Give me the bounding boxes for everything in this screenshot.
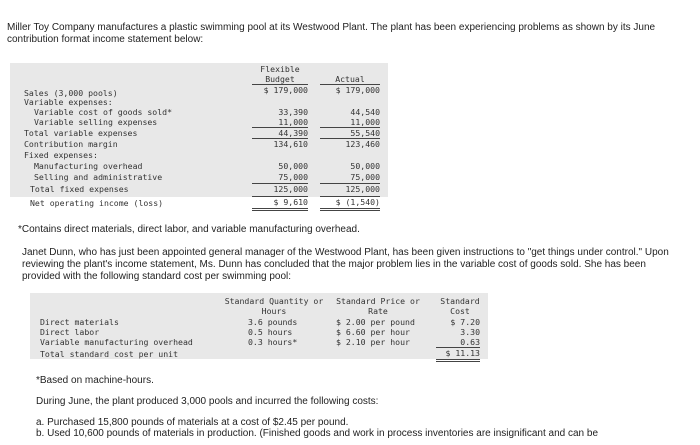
- row-fixed-expenses-label: Fixed expenses:: [24, 150, 98, 160]
- item-b-marker: b.: [36, 428, 45, 439]
- row-total-fixed-actual: 125,000: [320, 183, 380, 195]
- row-total-variable-actual: 55,540: [320, 127, 380, 139]
- paragraph-janet-dunn: Janet Dunn, who has just been appointed general manager of the Westwood Plant, has been given instructions to "get things under control." Upon reviewing the plant's income statement, Ms. Dunn has concluded that the major problem lies in the variable cost of goods sold. She has been provided with the following standard cost per swimming pool:: [22, 247, 669, 282]
- row-total-variable-budget: 44,390: [252, 127, 308, 139]
- row-contribution-margin-budget: 134,610: [252, 138, 308, 150]
- qty-header-l2: Hours: [261, 306, 287, 316]
- footnote-contains: *Contains direct materials, direct labor, and variable manufacturing overhead.: [18, 224, 360, 235]
- row-total-fixed-label: Total fixed expenses: [30, 184, 129, 194]
- row-noi-label: Net operating income (loss): [30, 198, 164, 208]
- row-selling-admin-budget: 75,000: [278, 172, 308, 182]
- row-vcogs-label: Variable cost of goods sold*: [34, 107, 173, 117]
- row-vselling-actual: 11,000: [350, 117, 380, 127]
- row-vmo-qty: 0.3 hours*: [248, 337, 298, 347]
- row-dm-label: Direct materials: [40, 317, 119, 327]
- row-vcogs-budget: 33,390: [278, 107, 308, 117]
- item-a-text: Purchased 15,800 pounds of materials at a cost of $2.45 per pound.: [47, 417, 349, 428]
- row-vmo-cost: 0.63: [460, 337, 480, 347]
- row-total-variable-label: Total variable expenses: [24, 128, 138, 138]
- row-dl-qty: 0.5 hours: [248, 327, 293, 337]
- price-header-l1: Standard Price or: [336, 296, 420, 306]
- actual-header: Actual: [335, 74, 365, 84]
- row-sales-actual: $ 179,000: [320, 84, 380, 96]
- price-header-l2: Rate: [368, 306, 388, 316]
- row-mfg-overhead-actual: 50,000: [350, 161, 380, 171]
- row-mfg-overhead-label: Manufacturing overhead: [34, 161, 143, 171]
- row-noi-actual: $ (1,540): [320, 196, 380, 211]
- item-b-text: Used 10,600 pounds of materials in production. (Finished goods and work in process inventories are insignificant and can be: [47, 428, 599, 439]
- qty-header-l1: Standard Quantity or: [224, 296, 324, 306]
- row-variable-expenses-label: Variable expenses:: [24, 97, 113, 107]
- row-mfg-overhead-budget: 50,000: [278, 161, 308, 171]
- row-noi-budget: $ 9,610: [252, 196, 308, 211]
- row-vmo-label: Variable manufacturing overhead: [40, 337, 193, 347]
- row-vselling-budget: 11,000: [278, 117, 308, 127]
- intro-paragraph: Miller Toy Company manufactures a plastic swimming pool at its Westwood Plant. The plant has been experiencing problems as shown by its June contribution format income statement below:: [7, 22, 656, 45]
- row-dm-cost: $ 7.20: [450, 317, 480, 327]
- item-a-marker: a.: [36, 417, 45, 428]
- row-dl-price: $ 6.60 per hour: [336, 327, 410, 337]
- footnote-machine-hours: *Based on machine-hours.: [36, 375, 154, 386]
- row-dm-price: $ 2.00 per pound: [336, 317, 415, 327]
- row-selling-admin-label: Selling and administrative: [34, 172, 163, 182]
- row-vcogs-actual: 44,540: [350, 107, 380, 117]
- item-b: [36, 428, 696, 440]
- row-contribution-margin-label: Contribution margin: [24, 139, 118, 149]
- row-sales-label: Sales (3,000 pools): [24, 88, 118, 98]
- row-total-fixed-budget: 125,000: [252, 183, 308, 195]
- row-contribution-margin-actual: 123,460: [320, 138, 380, 150]
- flexible-header-l1: Flexible: [260, 64, 300, 74]
- cost-header-l2: Cost: [450, 306, 470, 316]
- paragraph-june: During June, the plant produced 3,000 pools and incurred the following costs:: [36, 396, 379, 407]
- row-vmo-price: $ 2.10 per hour: [336, 337, 410, 347]
- row-selling-admin-actual: 75,000: [350, 172, 380, 182]
- row-total-std-label: Total standard cost per unit: [40, 349, 179, 359]
- flexible-header-l2: Budget: [265, 74, 295, 84]
- cost-header-l1: Standard: [440, 296, 480, 306]
- row-sales-budget: $ 179,000: [252, 84, 308, 96]
- row-dm-qty: 3.6 pounds: [248, 317, 298, 327]
- row-dl-cost: 3.30: [460, 327, 480, 337]
- row-total-std-cost: $ 11.13: [436, 347, 480, 362]
- row-vselling-label: Variable selling expenses: [34, 117, 158, 127]
- row-dl-label: Direct labor: [40, 327, 100, 337]
